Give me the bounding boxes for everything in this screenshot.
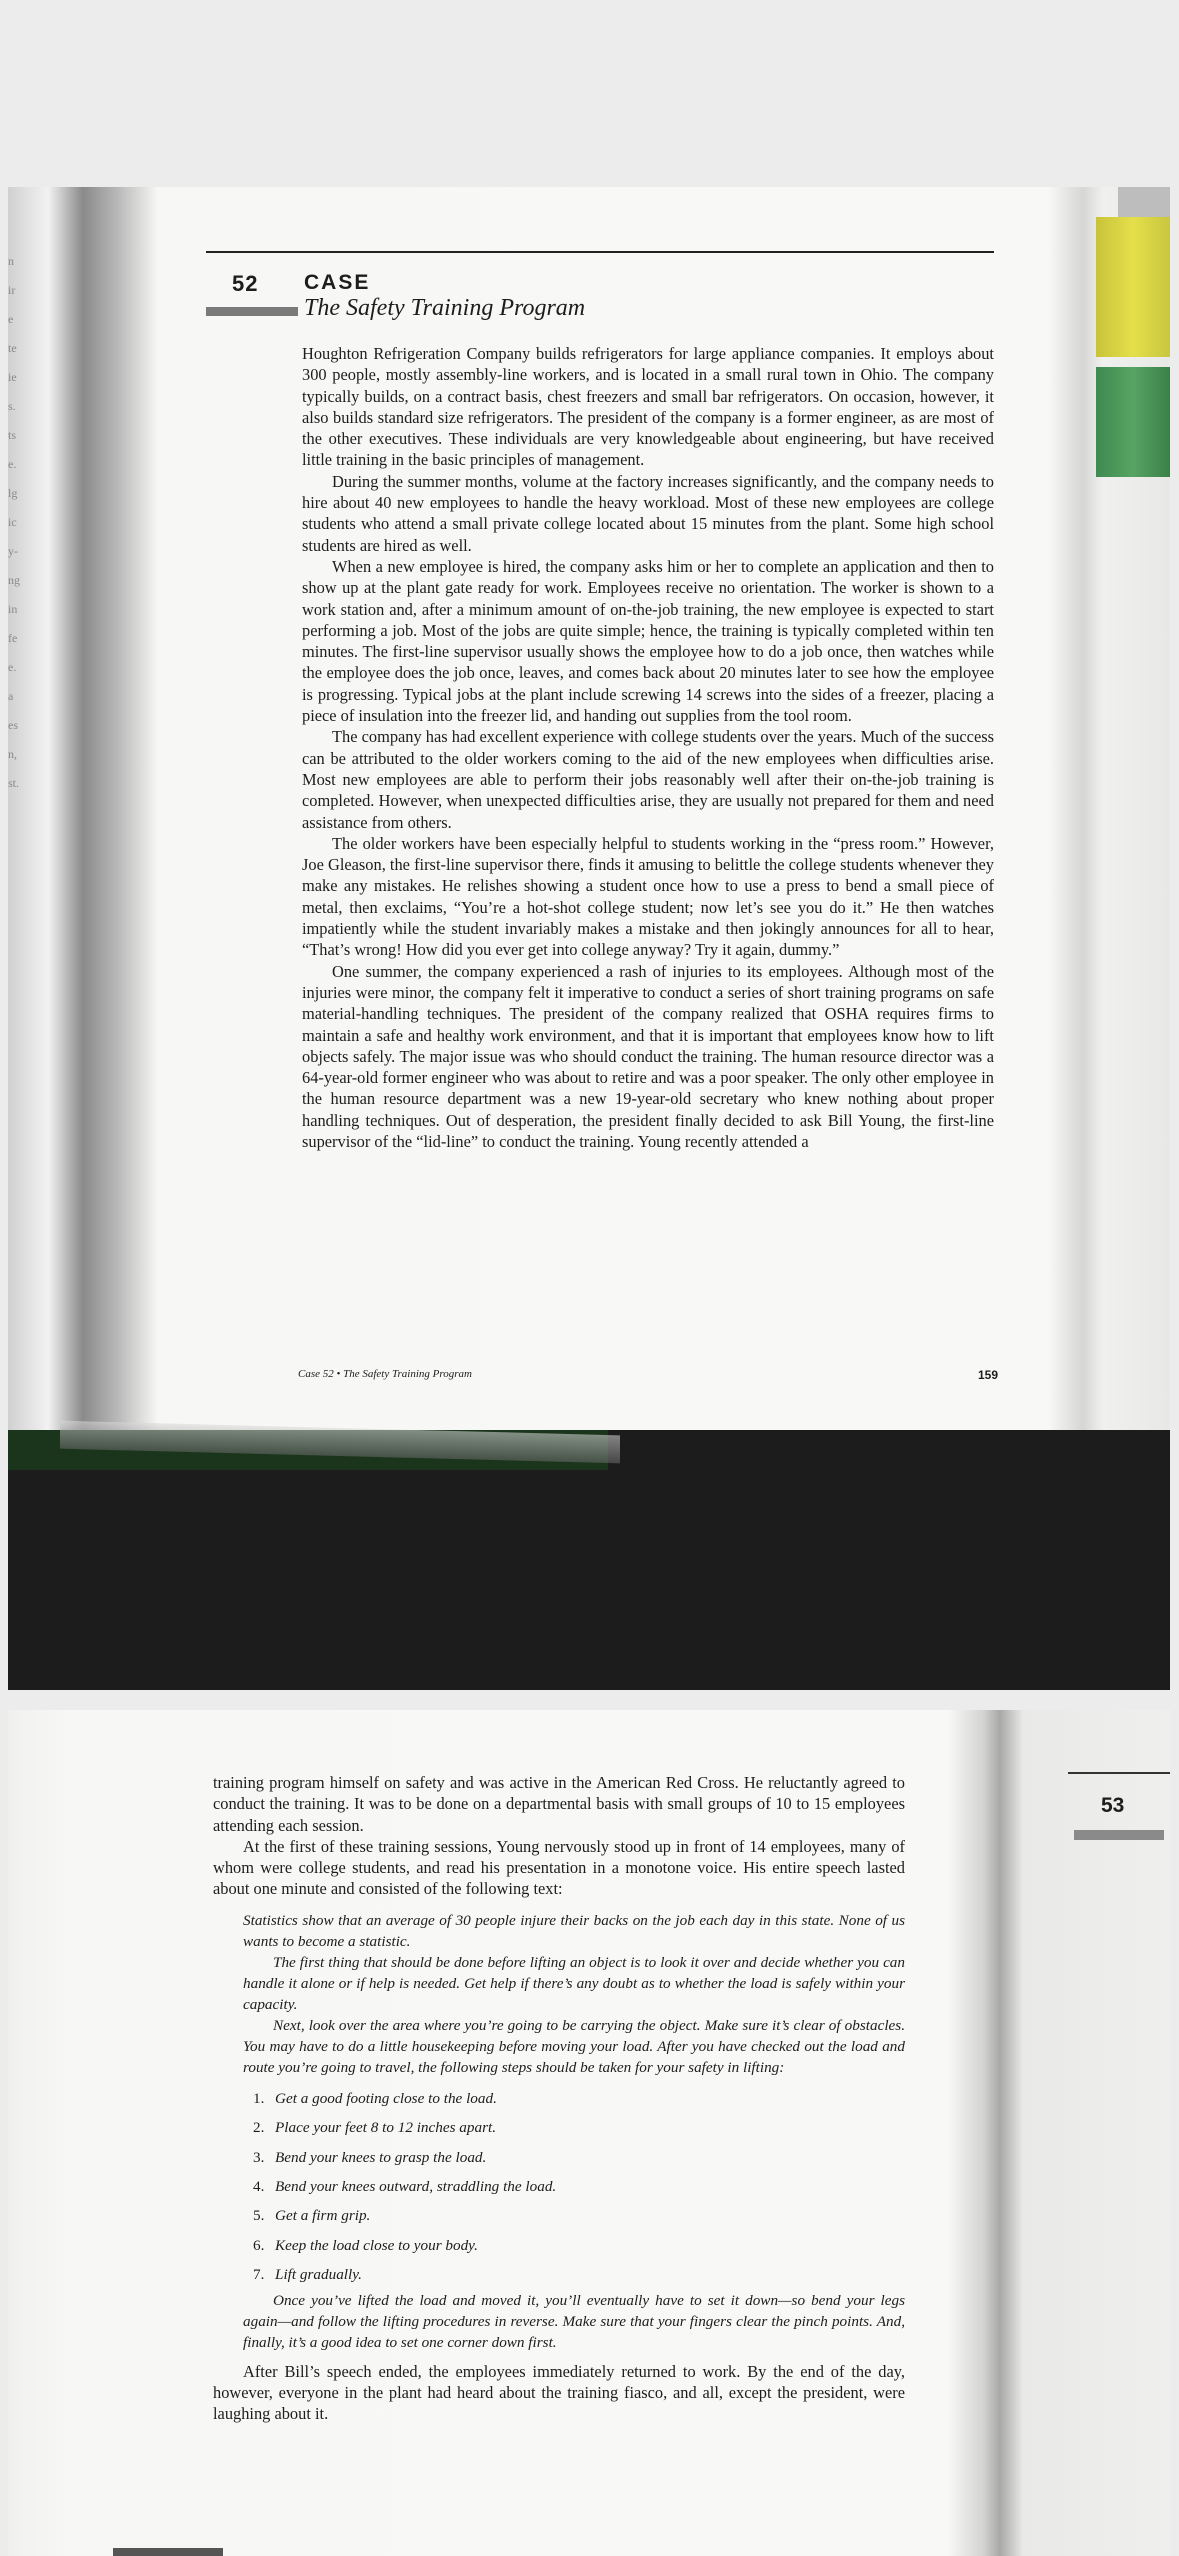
- step-text: Bend your knees to grasp the load.: [275, 2148, 487, 2166]
- gutter-fragment: ts: [8, 428, 17, 442]
- step-number: 6.: [253, 2236, 265, 2254]
- book-page-160: [8, 1710, 1170, 2556]
- header-rule: [1068, 1772, 1170, 1774]
- speech-paragraph: Statistics show that an average of 30 people injure their backs on the job each day in this state. None of us wants to become a statistic.: [243, 1911, 905, 1950]
- step-text: Get a firm grip.: [275, 2207, 371, 2225]
- step-text: Place your feet 8 to 12 inches apart.: [275, 2119, 497, 2137]
- previous-page-gutter-text: [8, 247, 32, 798]
- gutter-fragment: a: [8, 689, 14, 703]
- gutter-fragment: n: [8, 254, 14, 268]
- running-footer: Case 52 • The Safety Training Program: [298, 1368, 472, 1380]
- green-sticky-tab: [1096, 367, 1170, 477]
- step-text: Keep the load close to your body.: [275, 2236, 478, 2254]
- gutter-fragment: n,: [8, 747, 17, 761]
- next-case-number: 53: [1101, 1794, 1125, 1817]
- paragraph: training program himself on safety and was active in the American Red Cross. He reluctantly agreed to conduct the training. It was to be done on a departmental basis with small groups of 10 to 15 employees attending each session.: [213, 1773, 905, 1835]
- paragraph: The older workers have been especially helpful to students working in the “press room.” However, Joe Gleason, the first-line supervisor there, finds it amusing to belittle the college students whenever they make any mistakes. He relishes showing a student once how to use a press to bend a small piece of metal, then exclaims, “You’re a hot-shot college student; now let’s see you do it.” He then watches impatiently while the student invariably makes a mistake and then jokingly announces for all to hear, “That’s wrong! How did you ever get into college anyway? Try it again, dummy.”: [302, 833, 994, 960]
- list-item: [253, 2231, 905, 2260]
- step-number: 4.: [253, 2178, 265, 2195]
- list-item: [253, 2113, 905, 2142]
- list-item: [253, 2143, 905, 2172]
- gutter-fragment: lg: [8, 486, 18, 500]
- list-item: [253, 2201, 905, 2230]
- step-text: Lift gradually.: [275, 2266, 362, 2284]
- step-number: 5.: [253, 2207, 265, 2225]
- case-title: The Safety Training Program: [304, 295, 586, 321]
- paragraph: The company has had excellent experience with college students over the years. Much of the success can be attributed to the older workers coming to the aid of the new employees when difficulties arise. Most new employees are able to perform their jobs reasonably well after their on-the-job training is completed. However, when unexpected difficulties arise, they are usually not prepared for them and need assistance from others.: [302, 727, 994, 832]
- gutter-fragment: ie: [8, 370, 17, 384]
- step-number: 1.: [253, 2089, 265, 2107]
- step-number: 7.: [253, 2266, 265, 2284]
- gutter-fragment: y-: [8, 544, 18, 558]
- gutter-fragment: ng: [8, 573, 20, 587]
- gutter-fragment: s.: [8, 399, 16, 413]
- book-page-159: [8, 187, 1170, 1430]
- list-item: [253, 2172, 905, 2201]
- gutter-fragment: e.: [8, 660, 17, 674]
- gutter-fragment: es: [8, 718, 18, 732]
- step-number: 3.: [253, 2148, 265, 2166]
- list-item: [253, 2260, 905, 2289]
- step-text: Get a good footing close to the load.: [275, 2089, 497, 2107]
- page-number: 159: [978, 1368, 999, 1382]
- gutter-fragment: st.: [8, 776, 20, 790]
- title-accent-bar: [1074, 1830, 1164, 1840]
- paragraph: During the summer months, volume at the factory increases significantly, and the company needs to hire about 40 new employees to handle the heavy workload. Most of these new employees are college students who attend a small private college located about 15 minutes from the plant. Some high school students are hired as well.: [302, 471, 994, 555]
- case-label: CASE: [304, 271, 371, 294]
- list-item: [253, 2084, 905, 2113]
- gutter-fragment: in: [8, 602, 18, 616]
- paragraph: Houghton Refrigeration Company builds refrigerators for large appliance companies. It employs about 300 people, mostly assembly-line workers, and is located in a small rural town in Ohio. The company typically builds, on a contract basis, chest freezers and small bar refrigerators. On occasion, however, it also builds standard size refrigerators. The president of the company is a former engineer, as are most of the other executives. These individuals are very knowledgeable about engineering, but have received little training in the basic principles of management.: [302, 344, 994, 470]
- gutter-fragment: ic: [8, 515, 17, 529]
- page-edge-tab: [1118, 187, 1170, 217]
- case-number: 52: [232, 271, 259, 296]
- case-body-text: [302, 343, 994, 1152]
- speech-paragraph: The first thing that should be done before lifting an object is to look it over and decide whether you can handle it alone or if help is needed. Get help if there’s any doubt as to whether the load is safely within your capacity.: [243, 1953, 905, 2013]
- speech-paragraph: Once you’ve lifted the load and moved it, you’ll eventually have to set it down—so bend your legs again—and follow the lifting procedures in reverse. Make sure that your fingers clear the pinch points. And, finally, it’s a good idea to set one corner down first.: [243, 2291, 905, 2351]
- header-rule: [206, 251, 994, 253]
- gutter-fragment: ir: [8, 283, 16, 297]
- paragraph: One summer, the company experienced a rash of injuries to its employees. Although most of the injuries were minor, the company felt it imperative to conduct a series of short training programs on safe material-handling techniques. The president of the company realized that OSHA requires firms to maintain a safe and healthy work environment, and that it is important that employees know how to lift objects safely. The major issue was who should conduct the training. The human resource director was a 64-year-old former engineer who was about to retire and was a poor speaker. The only other employee in the human resource department was a new 19-year-old secretary who knew nothing about proper handling techniques. Out of desperation, the president finally decided to ask Bill Young, the first-line supervisor of the “lid-line” to conduct the training. Young recently attended a: [302, 961, 994, 1151]
- speech-paragraph: Next, look over the area where you’re going to be carrying the object. Make sure it’s clear of obstacles. You may have to do a little housekeeping before moving your load. After you have checked out the load and route you’re going to travel, the following steps should be taken for your safety in lifting:: [243, 2016, 905, 2076]
- paragraph: When a new employee is hired, the company asks him or her to complete an application and then to show up at the plant gate ready for work. Employees receive no orientation. The worker is shown to a work station and, after a minimum amount of on-the-job training, the new employee is expected to start performing a job. Most of the jobs are quite simple; hence, the training is typically completed within ten minutes. The first-line supervisor usually shows the employee how to do a job once, then watches while the employee does the job once, leaves, and comes back about 20 minutes later to see how the employee is progressing. Typical jobs at the plant include screwing 14 screws into the sides of a freezer, placing a piece of insulation into the freezer lid, and handing out supplies from the tool room.: [302, 556, 994, 726]
- gutter-fragment: te: [8, 341, 17, 355]
- cutoff-heading: [113, 2548, 223, 2556]
- case-body-text: [213, 1772, 905, 2425]
- lifting-steps-list: [243, 2084, 905, 2290]
- gutter-fragment: e.: [8, 457, 17, 471]
- yellow-sticky-tab: [1096, 217, 1170, 357]
- gutter-fragment: fe: [8, 631, 18, 645]
- paragraph: After Bill’s speech ended, the employees immediately returned to work. By the end of the day, however, everyone in the plant had heard about the training fiasco, and all, except the president, were laughing about it.: [213, 2361, 905, 2424]
- paragraph: At the first of these training sessions, Young nervously stood up in front of 14 employees, many of whom were college students, and read his presentation in a monotone voice. His entire speech lasted about one minute and consisted of the following text:: [213, 1836, 905, 1899]
- speech-block: [243, 1910, 905, 2353]
- gutter-fragment: e: [8, 312, 14, 326]
- step-number: 2.: [253, 2119, 265, 2137]
- step-text: Bend your knees outward, straddling the load.: [275, 2178, 557, 2195]
- title-accent-bar: [206, 307, 298, 316]
